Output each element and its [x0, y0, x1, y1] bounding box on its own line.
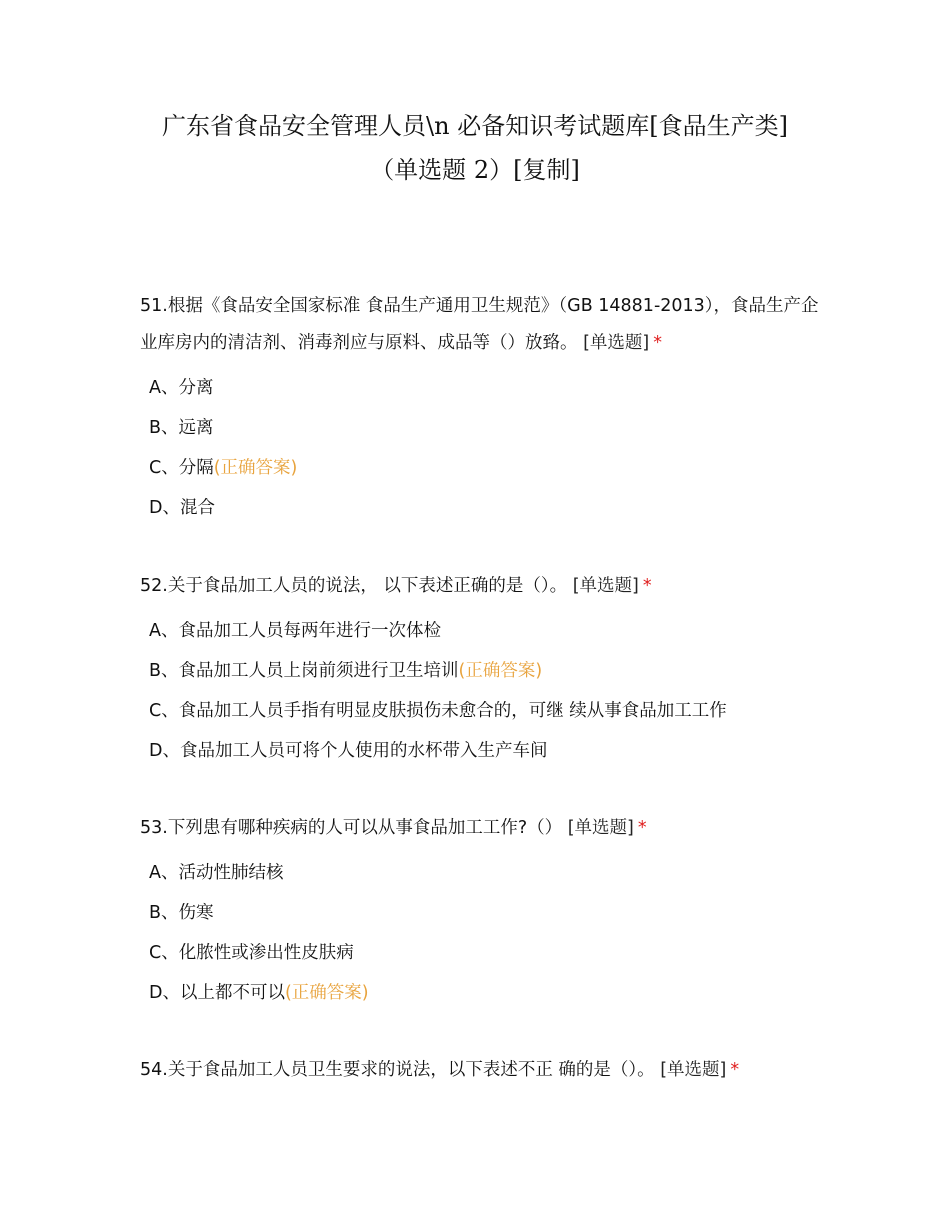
option-c[interactable]	[149, 933, 820, 973]
required-mark: *	[730, 1060, 740, 1080]
option-text: D、以上都不可以	[149, 983, 285, 1003]
correct-answer-label: (正确答案)	[213, 458, 298, 478]
question-stem	[140, 568, 820, 605]
required-mark: *	[637, 818, 647, 838]
option-list	[149, 853, 820, 1013]
stem-text: 52.关于食品加工人员的说法， 以下表述正确的是（）。	[140, 576, 568, 596]
title-line-1: 广东省食品安全管理人员\n 必备知识考试题库[食品生产类]	[162, 112, 788, 140]
option-text: D、食品加工人员可将个人使用的水杯带入生产车间	[149, 741, 548, 761]
option-d[interactable]	[149, 973, 820, 1013]
question-54	[140, 1052, 820, 1089]
question-stem	[140, 288, 820, 362]
question-type-label: [单选题]	[660, 1060, 727, 1080]
option-b[interactable]	[149, 893, 820, 933]
option-a[interactable]	[149, 853, 820, 893]
question-type-label: [单选题]	[572, 576, 639, 596]
option-c[interactable]	[149, 691, 820, 731]
option-text: B、远离	[149, 418, 214, 438]
option-d[interactable]	[149, 488, 820, 528]
correct-answer-label: (正确答案)	[284, 983, 369, 1003]
option-text: C、分隔	[149, 458, 214, 478]
option-b[interactable]	[149, 651, 820, 691]
option-text: B、食品加工人员上岗前须进行卫生培训	[149, 661, 459, 681]
stem-text: 54.关于食品加工人员卫生要求的说法，以下表述不正 确的是（）。	[140, 1060, 655, 1080]
option-text: A、分离	[149, 378, 214, 398]
option-a[interactable]	[149, 611, 820, 651]
option-text: A、活动性肺结核	[149, 863, 284, 883]
option-a[interactable]	[149, 368, 820, 408]
option-list	[149, 368, 820, 528]
stem-text: 51.根据《食品安全国家标准 食品生产通用卫生规范》（GB 14881-2013），食品生产企业库房内的清洁剂、消毒剂应与原料、成品等（）放臵。	[140, 296, 819, 353]
question-stem	[140, 810, 820, 847]
option-c[interactable]	[149, 448, 820, 488]
required-mark: *	[653, 333, 662, 353]
option-text: C、食品加工人员手指有明显皮肤损伤未愈合的，可继 续从事食品加工工作	[149, 701, 727, 721]
option-text: B、伤寒	[149, 903, 214, 923]
title-line-2: （单选题 2）[复制]	[370, 156, 580, 184]
question-53	[140, 810, 820, 1013]
correct-answer-label: (正确答案)	[458, 661, 543, 681]
question-51	[140, 288, 820, 528]
option-text: C、化脓性或渗出性皮肤病	[149, 943, 354, 963]
stem-text: 53.下列患有哪种疾病的人可以从事食品加工工作?（）	[140, 818, 563, 838]
question-type-label: [单选题]	[567, 818, 634, 838]
option-b[interactable]	[149, 408, 820, 448]
page-title	[0, 104, 950, 192]
question-stem	[140, 1052, 820, 1089]
required-mark: *	[642, 576, 652, 596]
question-type-label: [单选题]	[583, 333, 650, 353]
option-d[interactable]	[149, 731, 820, 771]
option-text: A、食品加工人员每两年进行一次体检	[149, 621, 441, 641]
option-list	[149, 611, 820, 771]
option-text: D、混合	[149, 498, 215, 518]
question-52	[140, 568, 820, 771]
